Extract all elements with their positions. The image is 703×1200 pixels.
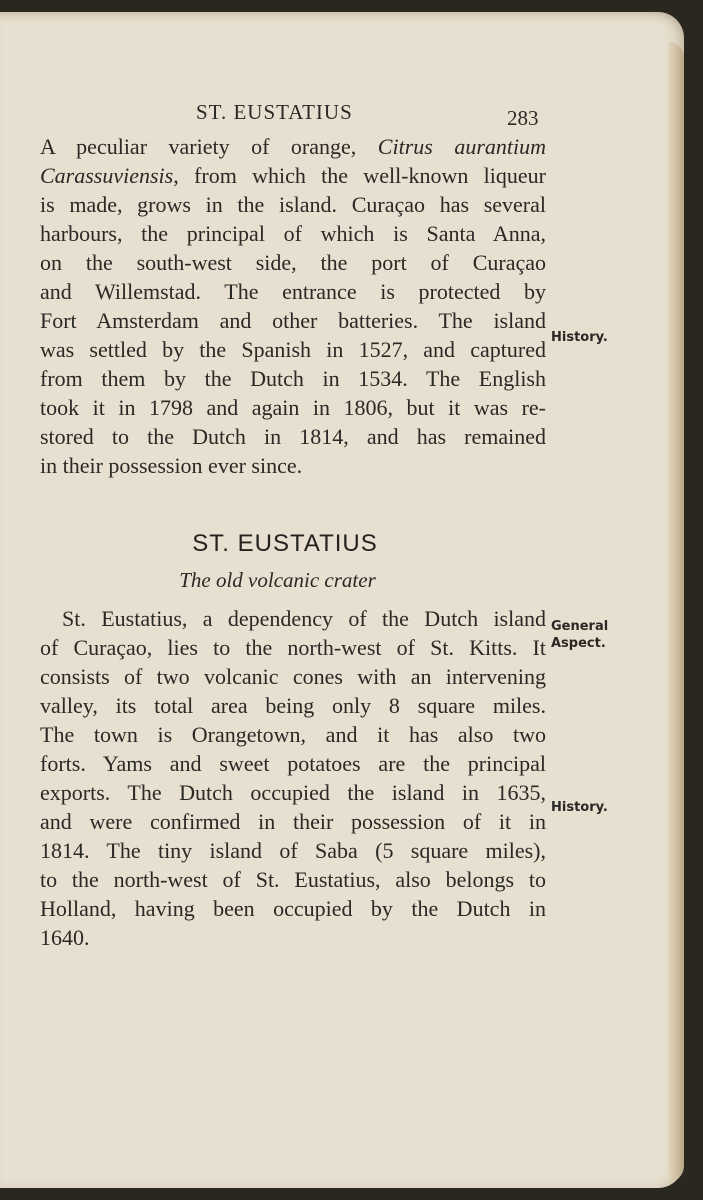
text-line: Holland, having been occupied by the Dutch in bbox=[40, 896, 546, 921]
text-line: valley, its total area being only 8 square miles. bbox=[40, 693, 546, 718]
text-line: Fort Amsterdam and other batteries. The island bbox=[40, 308, 546, 333]
paragraph-curacao bbox=[40, 132, 546, 480]
text-line: on the south-west side, the port of Curaçao bbox=[40, 250, 546, 275]
margin-note-history: History. bbox=[551, 330, 608, 345]
text-line: of Curaçao, lies to the north-west of St. Kitts. It bbox=[40, 635, 546, 660]
section-subtitle: The old volcanic crater bbox=[179, 568, 376, 592]
text-line: The town is Orangetown, and it has also two bbox=[40, 722, 546, 747]
section-title: ST. EUSTATIUS bbox=[192, 530, 378, 557]
text-line: is made, grows in the island. Curaçao has several bbox=[40, 192, 546, 217]
margin-note-general-aspect bbox=[551, 618, 608, 652]
page-header bbox=[0, 100, 684, 130]
text-line: 1640. bbox=[40, 925, 90, 950]
text-line: harbours, the principal of which is Santa Anna, bbox=[40, 221, 546, 246]
text-line: stored to the Dutch in 1814, and has remained bbox=[40, 424, 546, 449]
text-line: forts. Yams and sweet potatoes are the principal bbox=[40, 751, 546, 776]
text-line: St. Eustatius, a dependency of the Dutch island bbox=[62, 606, 546, 631]
paragraph-st-eustatius bbox=[40, 604, 546, 952]
text-line: consists of two volcanic cones with an intervening bbox=[40, 664, 546, 689]
page-edge bbox=[668, 42, 684, 1182]
text-line: from them by the Dutch in 1534. The English bbox=[40, 366, 546, 391]
text-line: 1814. The tiny island of Saba (5 square miles), bbox=[40, 838, 546, 863]
book-page bbox=[0, 12, 684, 1188]
text-line: Carassuviensis, from which the well-known liqueur bbox=[40, 163, 546, 188]
text-line: A peculiar variety of orange, Citrus aurantium bbox=[40, 134, 546, 159]
margin-note-history: History. bbox=[551, 800, 608, 815]
page-number: 283 bbox=[507, 106, 539, 130]
text-line: and Willemstad. The entrance is protected by bbox=[40, 279, 546, 304]
running-head: ST. EUSTATIUS bbox=[196, 100, 353, 124]
text-line: was settled by the Spanish in 1527, and captured bbox=[40, 337, 546, 362]
text-line: in their possession ever since. bbox=[40, 453, 303, 478]
text-line: took it in 1798 and again in 1806, but it was re- bbox=[40, 395, 546, 420]
text-line: and were confirmed in their possession of it in bbox=[40, 809, 546, 834]
text-line: to the north-west of St. Eustatius, also belongs to bbox=[40, 867, 546, 892]
margin-note-line: General bbox=[551, 619, 609, 634]
text-line: exports. The Dutch occupied the island in 1635, bbox=[40, 780, 546, 805]
margin-note-line: Aspect. bbox=[551, 636, 606, 651]
